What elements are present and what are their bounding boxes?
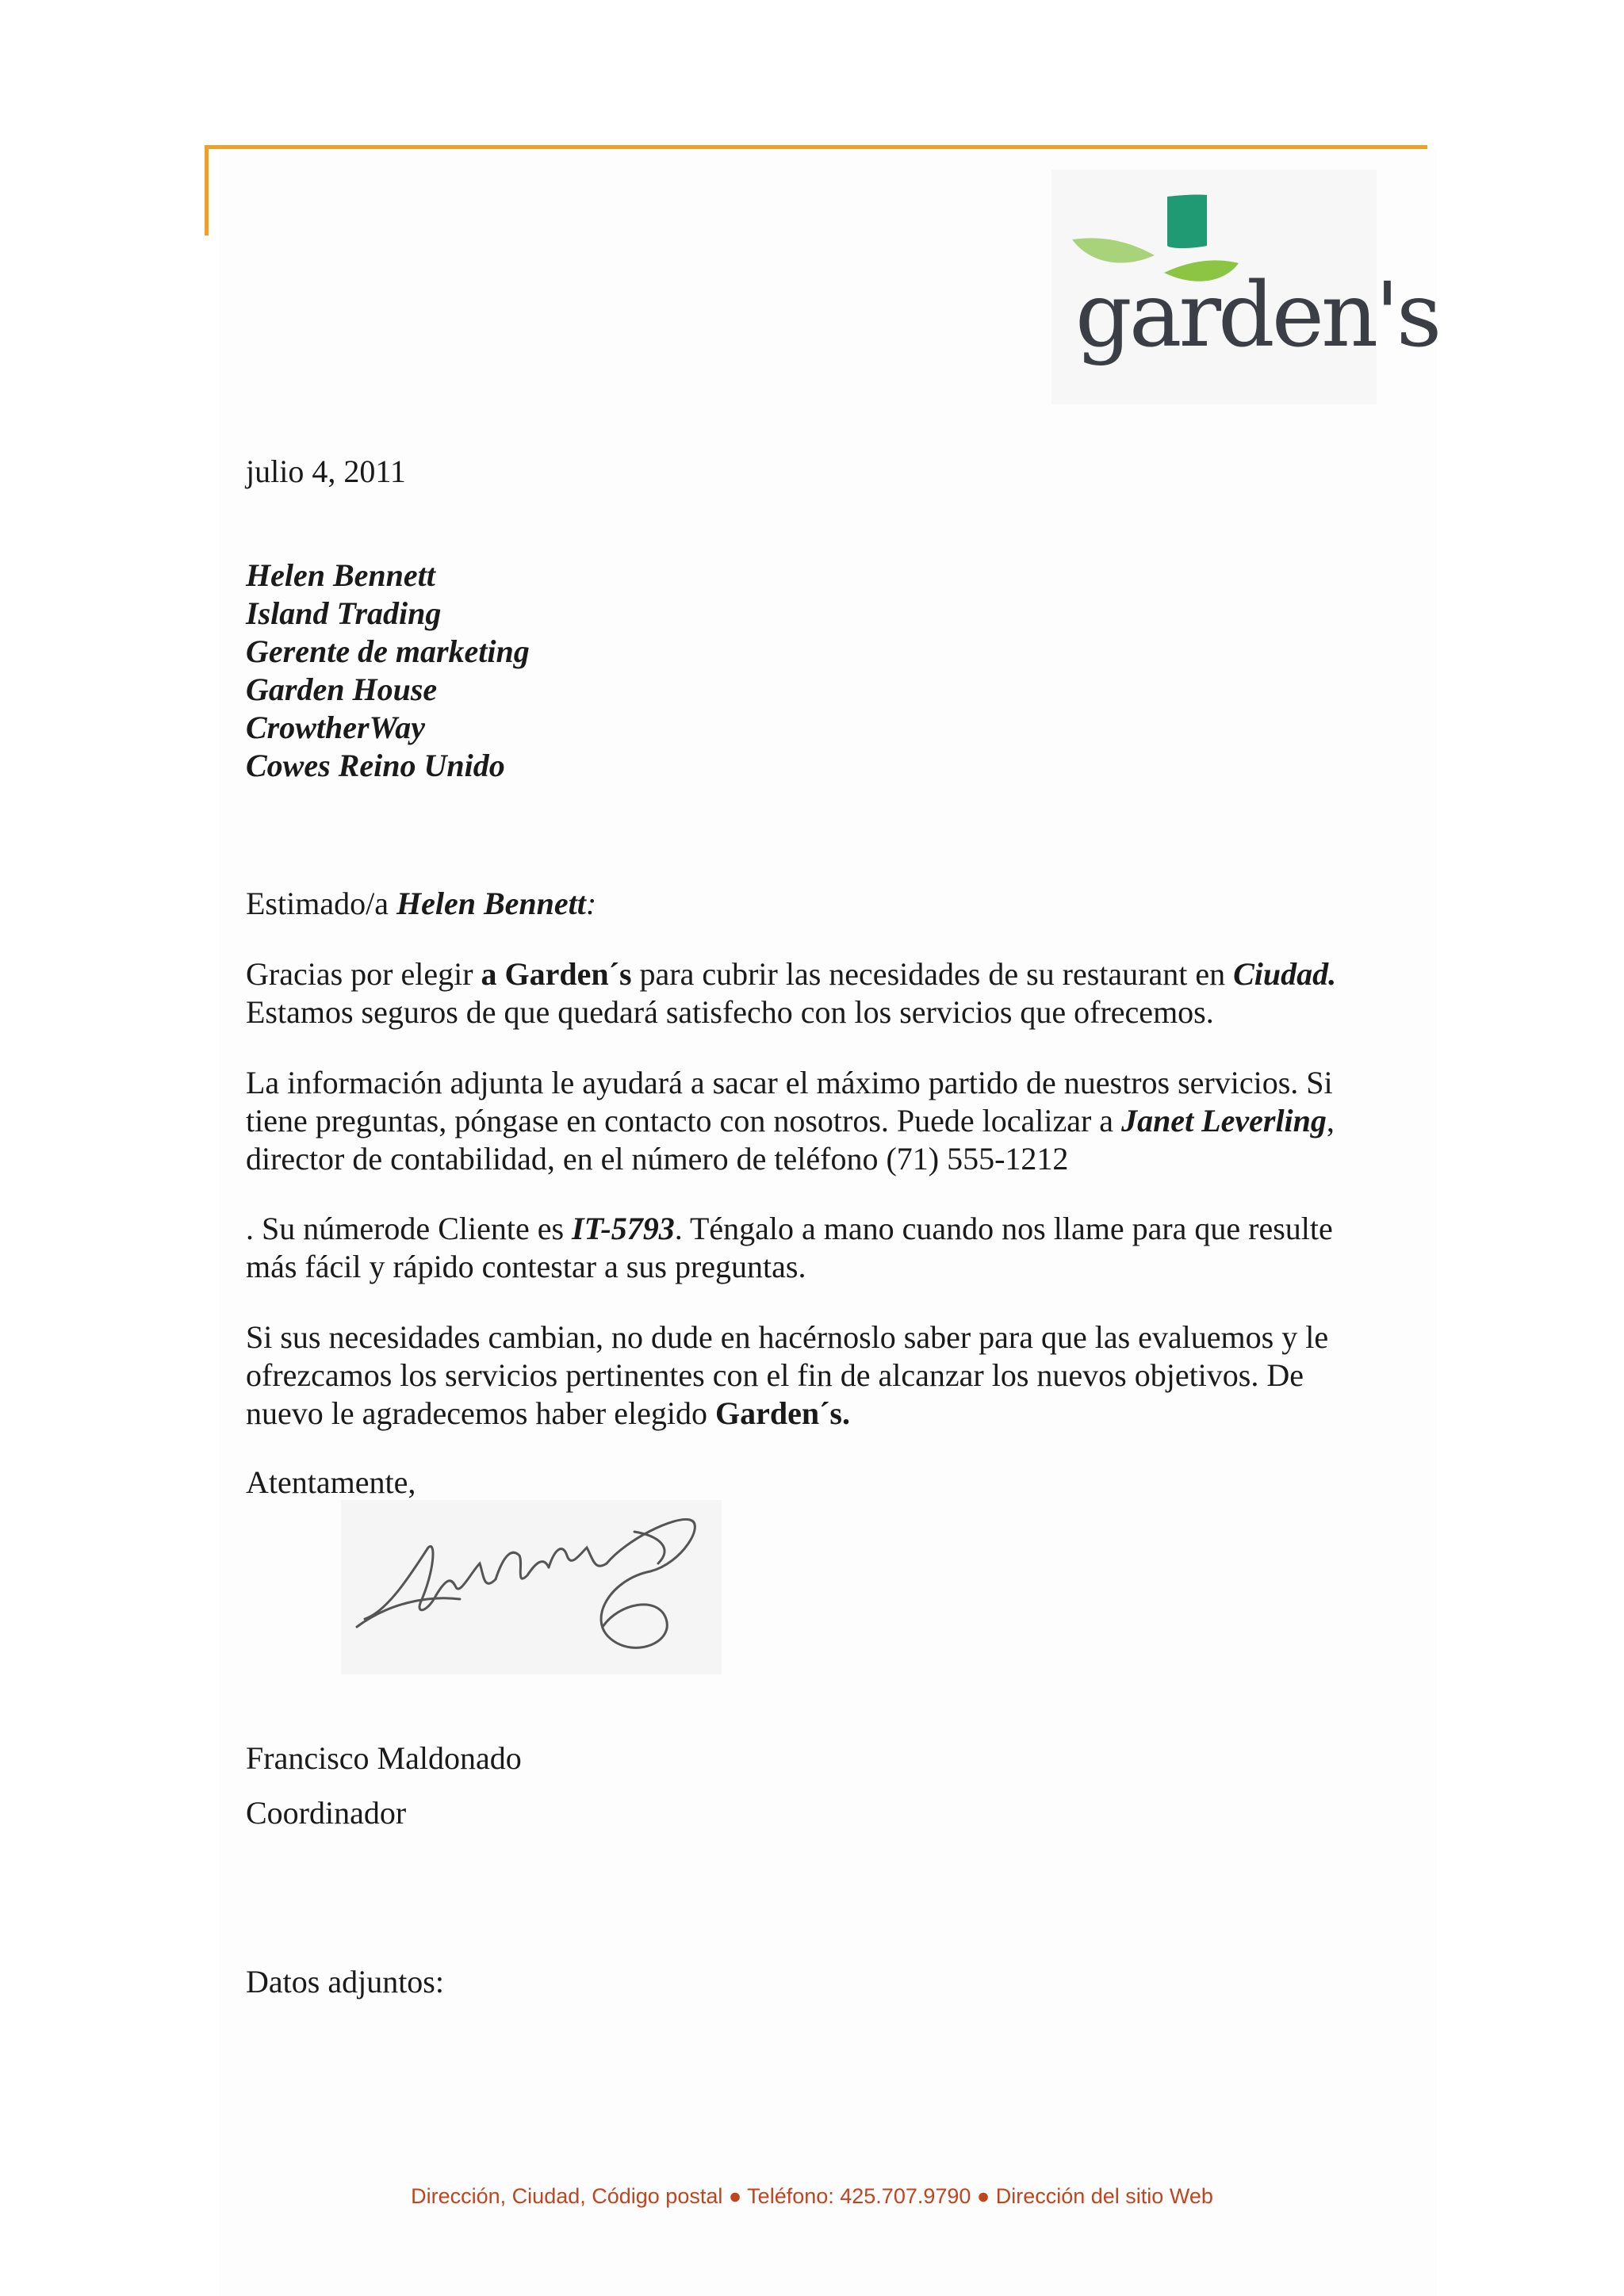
- recipient-address-line-2: CrowtherWay: [246, 710, 425, 745]
- contact-name: Janet Leverling: [1121, 1103, 1327, 1138]
- header-rule-top: [205, 145, 1427, 149]
- recipient-title: Gerente de marketing: [246, 633, 530, 669]
- letter-date: julio 4, 2011: [246, 453, 406, 489]
- paragraph-1-text: Gracias por elegir: [246, 956, 481, 992]
- signature-image: [341, 1500, 722, 1674]
- signature-icon: [341, 1500, 722, 1674]
- paragraph-4-text: Si sus necesidades cambian, no dude en hacérnoslo saber para que las evaluemos y le ofrezcamos los servicios pertinentes con el fin de alcanzar los nuevos objetivos. De nuevo le agradecemos haber elegido: [246, 1319, 1329, 1431]
- salutation-prefix: Estimado/a: [246, 886, 396, 921]
- closing: Atentamente,: [246, 1464, 416, 1500]
- signer-name: Francisco Maldonado: [246, 1740, 522, 1776]
- paragraph-1-text-3: Estamos seguros de que quedará satisfecho con los servicios que ofrecemos.: [246, 994, 1214, 1030]
- recipient-name: Helen Bennett: [246, 557, 435, 593]
- paragraph-2-text: La información adjunta le ayudará a sacar el máximo partido de nuestros servicios. Si tiene preguntas, póngase en contacto con nosotros. Puede localizar a: [246, 1065, 1333, 1138]
- signer-role: Coordinador: [246, 1795, 407, 1831]
- salutation: [246, 885, 596, 923]
- recipient-address-line-3: Cowes Reino Unido: [246, 748, 505, 783]
- paragraph-1: [246, 955, 1380, 1031]
- city-name: Ciudad.: [1233, 956, 1337, 992]
- attachments-label: Datos adjuntos:: [246, 1964, 444, 1999]
- recipient-company: Island Trading: [246, 595, 442, 631]
- salutation-name: Helen Bennett: [396, 886, 586, 921]
- paragraph-2-text-2: , director de contabilidad, en el número de teléfono (71) 555-1212: [246, 1103, 1335, 1177]
- paragraph-4: [246, 1318, 1380, 1433]
- paragraph-3-text: . Su númerode Cliente es: [246, 1211, 573, 1246]
- paragraph-1-text-2: para cubrir las necesidades de su restaurant en: [631, 956, 1234, 992]
- recipient-address-line-1: Garden House: [246, 672, 438, 707]
- logo-wordmark: garden's: [1075, 264, 1439, 367]
- customer-number: IT-5793: [572, 1211, 675, 1246]
- header-rule-left: [205, 145, 209, 235]
- company-logo: [1051, 170, 1439, 404]
- company-name-bold: a Garden´s: [481, 956, 632, 992]
- recipient-address: [246, 557, 530, 785]
- paragraph-3-text-2: . Téngalo a mano cuando nos llame para que resulte más fácil y rápido contestar a sus preguntas.: [246, 1211, 1333, 1284]
- salutation-suffix: :: [585, 886, 597, 921]
- footer-contact: Dirección, Ciudad, Código postal ● Teléfono: 425.707.9790 ● Dirección del sitio Web: [411, 2184, 1213, 2208]
- paragraph-3: [246, 1210, 1380, 1286]
- company-name-bold-2: Garden´s.: [714, 1395, 850, 1431]
- paragraph-2: [246, 1064, 1380, 1178]
